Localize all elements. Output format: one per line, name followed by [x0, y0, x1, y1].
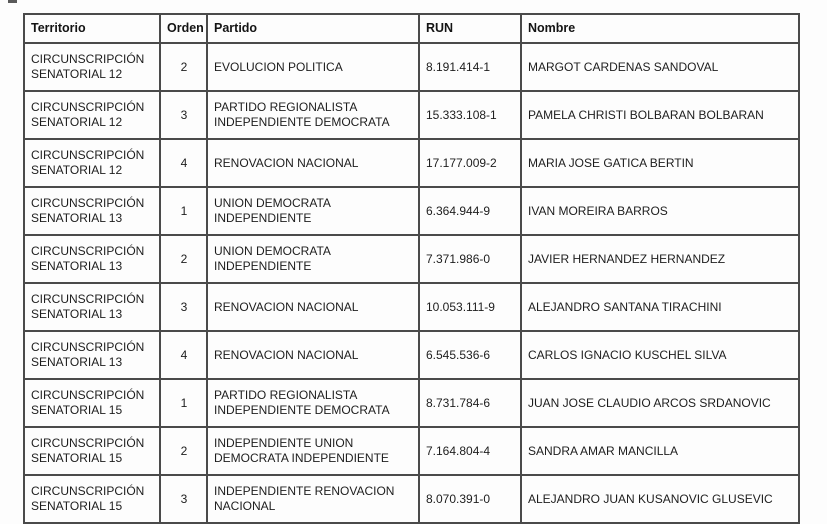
cell-orden: 1: [160, 379, 207, 427]
table-row: [24, 379, 799, 427]
cell-partido: RENOVACION NACIONAL: [207, 331, 419, 379]
screenshot-edge-artifact: [8, 0, 17, 3]
cell-territorio: CIRCUNSCRIPCIÓN SENATORIAL 13: [24, 331, 160, 379]
cell-territorio: CIRCUNSCRIPCIÓN SENATORIAL 15: [24, 427, 160, 475]
cell-nombre: ALEJANDRO JUAN KUSANOVIC GLUSEVIC: [521, 475, 799, 523]
cell-run: 15.333.108-1: [419, 91, 521, 139]
cell-nombre: PAMELA CHRISTI BOLBARAN BOLBARAN: [521, 91, 799, 139]
cell-partido: PARTIDO REGIONALISTA INDEPENDIENTE DEMOCRATA: [207, 91, 419, 139]
cell-partido: UNION DEMOCRATA INDEPENDIENTE: [207, 187, 419, 235]
cell-run: 8.191.414-1: [419, 43, 521, 91]
cell-orden: 3: [160, 283, 207, 331]
table-row: [24, 139, 799, 187]
table-row: [24, 91, 799, 139]
candidates-table-container: [23, 13, 800, 524]
cell-run: 7.371.986-0: [419, 235, 521, 283]
cell-nombre: JAVIER HERNANDEZ HERNANDEZ: [521, 235, 799, 283]
candidates-table: [23, 13, 800, 524]
table-row: [24, 187, 799, 235]
cell-run: 8.070.391-0: [419, 475, 521, 523]
cell-nombre: CARLOS IGNACIO KUSCHEL SILVA: [521, 331, 799, 379]
table-row: [24, 283, 799, 331]
cell-nombre: JUAN JOSE CLAUDIO ARCOS SRDANOVIC: [521, 379, 799, 427]
cell-orden: 4: [160, 331, 207, 379]
cell-territorio: CIRCUNSCRIPCIÓN SENATORIAL 13: [24, 187, 160, 235]
table-row: [24, 331, 799, 379]
cell-partido: INDEPENDIENTE UNION DEMOCRATA INDEPENDIENTE: [207, 427, 419, 475]
cell-territorio: CIRCUNSCRIPCIÓN SENATORIAL 15: [24, 379, 160, 427]
col-header-territorio: Territorio: [24, 14, 160, 43]
table-row: [24, 43, 799, 91]
cell-partido: RENOVACION NACIONAL: [207, 283, 419, 331]
cell-partido: PARTIDO REGIONALISTA INDEPENDIENTE DEMOCRATA: [207, 379, 419, 427]
cell-partido: INDEPENDIENTE RENOVACION NACIONAL: [207, 475, 419, 523]
cell-run: 17.177.009-2: [419, 139, 521, 187]
cell-nombre: MARIA JOSE GATICA BERTIN: [521, 139, 799, 187]
col-header-orden: Orden: [160, 14, 207, 43]
cell-orden: 2: [160, 235, 207, 283]
cell-orden: 3: [160, 91, 207, 139]
cell-orden: 1: [160, 187, 207, 235]
cell-nombre: IVAN MOREIRA BARROS: [521, 187, 799, 235]
cell-orden: 4: [160, 139, 207, 187]
cell-orden: 2: [160, 43, 207, 91]
cell-partido: EVOLUCION POLITICA: [207, 43, 419, 91]
col-header-run: RUN: [419, 14, 521, 43]
header-row: [24, 14, 799, 43]
cell-orden: 3: [160, 475, 207, 523]
cell-territorio: CIRCUNSCRIPCIÓN SENATORIAL 15: [24, 475, 160, 523]
cell-run: 6.545.536-6: [419, 331, 521, 379]
cell-partido: RENOVACION NACIONAL: [207, 139, 419, 187]
cell-territorio: CIRCUNSCRIPCIÓN SENATORIAL 12: [24, 91, 160, 139]
cell-partido: UNION DEMOCRATA INDEPENDIENTE: [207, 235, 419, 283]
table-row: [24, 427, 799, 475]
cell-nombre: SANDRA AMAR MANCILLA: [521, 427, 799, 475]
table-row: [24, 475, 799, 523]
cell-nombre: MARGOT CARDENAS SANDOVAL: [521, 43, 799, 91]
cell-run: 10.053.111-9: [419, 283, 521, 331]
cell-territorio: CIRCUNSCRIPCIÓN SENATORIAL 12: [24, 139, 160, 187]
cell-run: 6.364.944-9: [419, 187, 521, 235]
cell-territorio: CIRCUNSCRIPCIÓN SENATORIAL 13: [24, 235, 160, 283]
cell-territorio: CIRCUNSCRIPCIÓN SENATORIAL 12: [24, 43, 160, 91]
cell-territorio: CIRCUNSCRIPCIÓN SENATORIAL 13: [24, 283, 160, 331]
table-row: [24, 235, 799, 283]
cell-run: 8.731.784-6: [419, 379, 521, 427]
cell-nombre: ALEJANDRO SANTANA TIRACHINI: [521, 283, 799, 331]
cell-orden: 2: [160, 427, 207, 475]
cell-run: 7.164.804-4: [419, 427, 521, 475]
col-header-nombre: Nombre: [521, 14, 799, 43]
col-header-partido: Partido: [207, 14, 419, 43]
